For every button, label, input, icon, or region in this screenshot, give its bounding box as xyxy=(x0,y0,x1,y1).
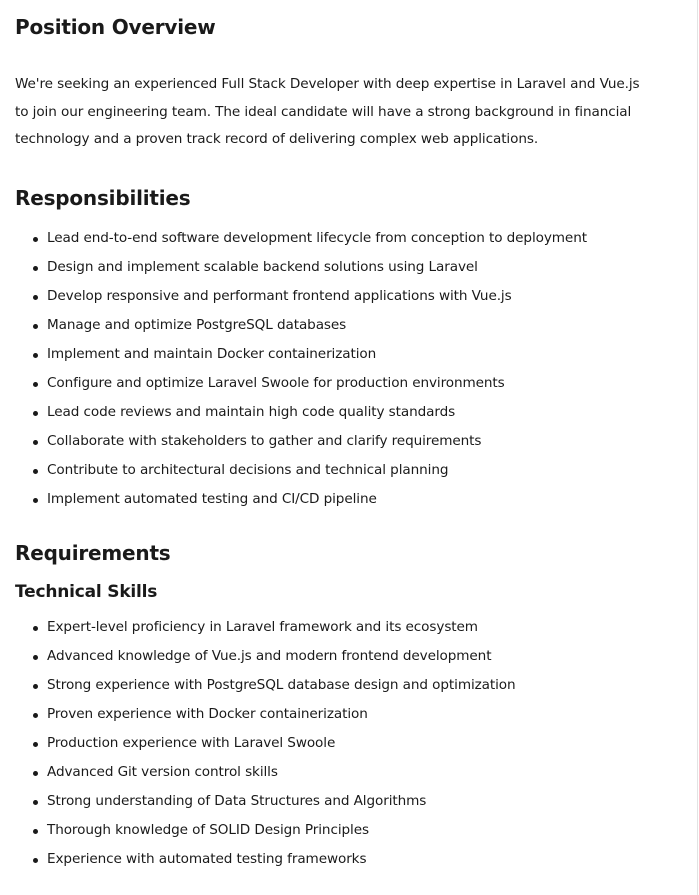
requirements-heading: Requirements xyxy=(15,540,171,565)
position-overview-paragraph: We're seeking an experienced Full Stack Developer with deep expertise in Laravel and Vue.js to join our engineering team. The ideal candidate will have a strong background in financial technology and a proven track record of delivering complex web applications. xyxy=(15,76,640,147)
list-item xyxy=(15,456,685,485)
list-item-text: Lead code reviews and maintain high code quality standards xyxy=(47,403,456,420)
list-item xyxy=(15,816,685,845)
bullet-icon xyxy=(33,684,38,689)
list-item-text: Thorough knowledge of SOLID Design Principles xyxy=(47,821,369,838)
job-description xyxy=(15,0,685,874)
list-item xyxy=(15,845,685,874)
list-item xyxy=(15,282,685,311)
bullet-icon xyxy=(33,353,38,358)
list-item-text: Contribute to architectural decisions and technical planning xyxy=(47,461,449,478)
bullet-icon xyxy=(33,655,38,660)
bullet-icon xyxy=(33,829,38,834)
list-item-text: Manage and optimize PostgreSQL databases xyxy=(47,316,347,333)
list-item xyxy=(15,340,685,369)
list-item xyxy=(15,398,685,427)
list-item xyxy=(15,369,685,398)
list-item xyxy=(15,787,685,816)
bullet-icon xyxy=(33,742,38,747)
list-item xyxy=(15,253,685,282)
list-item-text: Configure and optimize Laravel Swoole for production environments xyxy=(47,374,505,391)
technical-skills-heading: Technical Skills xyxy=(15,581,158,602)
list-item xyxy=(15,729,685,758)
list-item xyxy=(15,613,685,642)
list-item-text: Expert-level proficiency in Laravel framework and its ecosystem xyxy=(47,618,478,635)
technical-skills-list xyxy=(15,613,685,874)
page-edge-divider xyxy=(697,0,698,895)
bullet-icon xyxy=(33,858,38,863)
bullet-icon xyxy=(33,411,38,416)
bullet-icon xyxy=(33,382,38,387)
bullet-icon xyxy=(33,626,38,631)
bullet-icon xyxy=(33,295,38,300)
list-item xyxy=(15,485,685,514)
list-item xyxy=(15,671,685,700)
bullet-icon xyxy=(33,237,38,242)
list-item xyxy=(15,311,685,340)
bullet-icon xyxy=(33,771,38,776)
bullet-icon xyxy=(33,324,38,329)
list-item-text: Strong experience with PostgreSQL database design and optimization xyxy=(47,676,516,693)
list-item-text: Develop responsive and performant frontend applications with Vue.js xyxy=(47,287,512,304)
list-item-text: Implement automated testing and CI/CD pipeline xyxy=(47,490,377,507)
list-item-text: Collaborate with stakeholders to gather and clarify requirements xyxy=(47,432,482,449)
list-item-text: Lead end-to-end software development lifecycle from conception to deployment xyxy=(47,229,587,246)
list-item xyxy=(15,224,685,253)
list-item xyxy=(15,427,685,456)
list-item xyxy=(15,758,685,787)
list-item xyxy=(15,642,685,671)
list-item-text: Experience with automated testing frameworks xyxy=(47,850,367,867)
bullet-icon xyxy=(33,266,38,271)
bullet-icon xyxy=(33,469,38,474)
bullet-icon xyxy=(33,800,38,805)
list-item-text: Strong understanding of Data Structures and Algorithms xyxy=(47,792,427,809)
list-item-text: Implement and maintain Docker containerization xyxy=(47,345,377,362)
list-item-text: Proven experience with Docker containerization xyxy=(47,705,368,722)
bullet-icon xyxy=(33,498,38,503)
bullet-icon xyxy=(33,440,38,445)
list-item-text: Production experience with Laravel Swoole xyxy=(47,734,336,751)
responsibilities-list xyxy=(15,224,685,514)
list-item-text: Design and implement scalable backend solutions using Laravel xyxy=(47,258,478,275)
bullet-icon xyxy=(33,713,38,718)
list-item-text: Advanced Git version control skills xyxy=(47,763,278,780)
position-overview-heading: Position Overview xyxy=(15,15,216,39)
responsibilities-heading: Responsibilities xyxy=(15,185,191,210)
list-item xyxy=(15,700,685,729)
list-item-text: Advanced knowledge of Vue.js and modern frontend development xyxy=(47,647,492,664)
